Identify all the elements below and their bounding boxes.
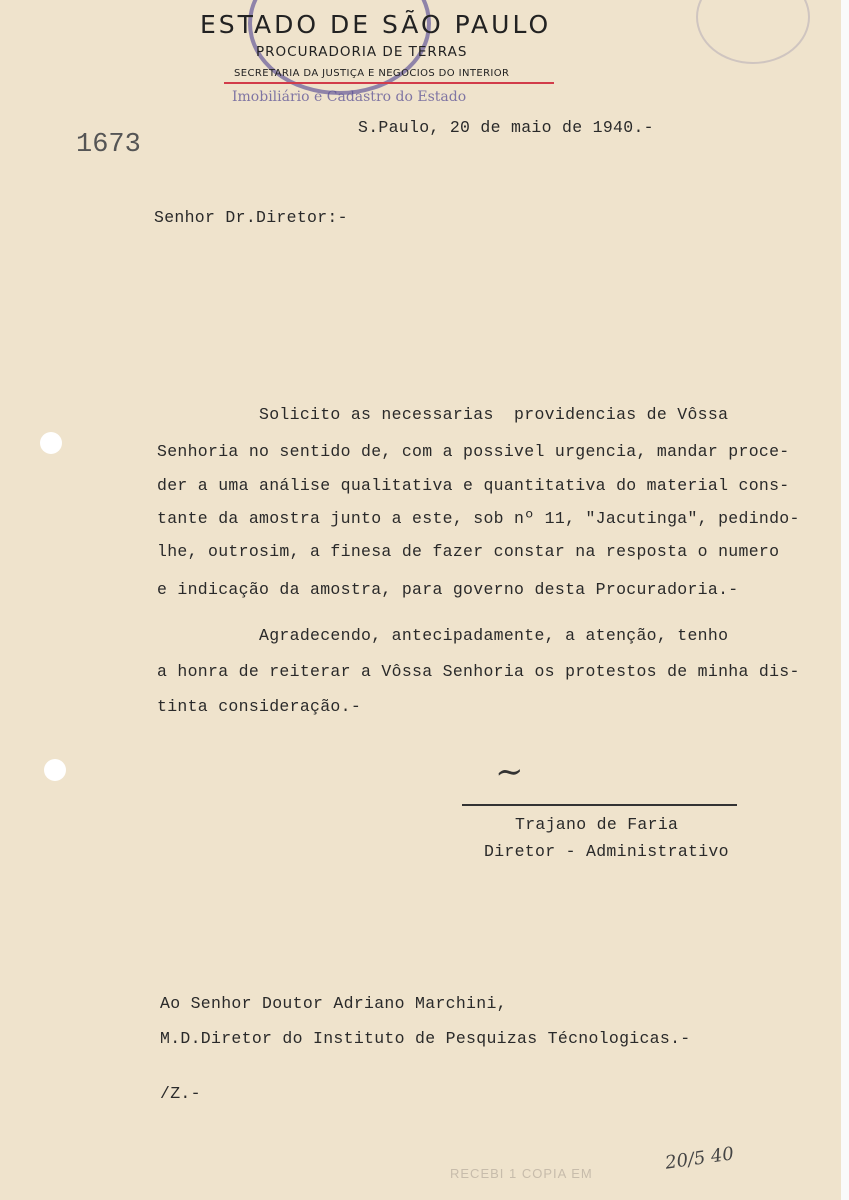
body-line: Solicito as necessarias providencias de Vôssa [157,405,729,424]
handwritten-signature: ~ [493,751,525,793]
recipient-line: Ao Senhor Doutor Adriano Marchini, [160,994,507,1013]
body-line: tante da amostra junto a este, sob nº 11, "Jacutinga", pedindo- [157,509,800,528]
body-line: a honra de reiterar a Vôssa Senhoria os protestos de minha dis- [157,662,800,681]
date-line: S.Paulo, 20 de maio de 1940.- [358,118,654,137]
signer-name: Trajano de Faria [515,815,679,834]
letterhead-rule [224,82,554,84]
faint-stamp [696,0,810,64]
body-line: tinta consideração.- [157,697,362,716]
body-line: der a uma análise qualitativa e quantitativa do material cons- [157,476,790,495]
body-line: Agradecendo, antecipadamente, a atenção, tenho [157,626,729,645]
typist-initials: /Z.- [160,1084,201,1103]
letterhead-title: ESTADO DE SÃO PAULO [200,10,552,39]
recipient-line: M.D.Diretor do Instituto de Pesquizas Técnologicas.- [160,1029,691,1048]
salutation: Senhor Dr.Diretor:- [154,208,348,227]
scan-edge [841,0,849,1200]
document-number: 1673 [76,130,141,160]
body-line: lhe, outrosim, a finesa de fazer constar na resposta o numero [157,542,780,561]
letterhead-subtitle: PROCURADORIA DE TERRAS [256,44,468,60]
receipt-handwriting: 20/5 40 [663,1143,736,1174]
body-line: e indicação da amostra, para governo desta Procuradoria.- [157,580,739,599]
letterhead-department: SECRETARIA DA JUSTIÇA E NEGOCIOS DO INTERIOR [234,68,510,79]
stamp-text: Imobiliário e Cadastro do Estado [232,89,467,105]
body-line: Senhoria no sentido de, com a possivel urgencia, mandar proce- [157,442,790,461]
signature-line [462,804,737,806]
punch-hole [44,759,66,781]
signer-title: Diretor - Administrativo [484,842,729,861]
punch-hole [40,432,62,454]
receipt-stamp: RECEBI 1 COPIA EM [450,1166,593,1181]
